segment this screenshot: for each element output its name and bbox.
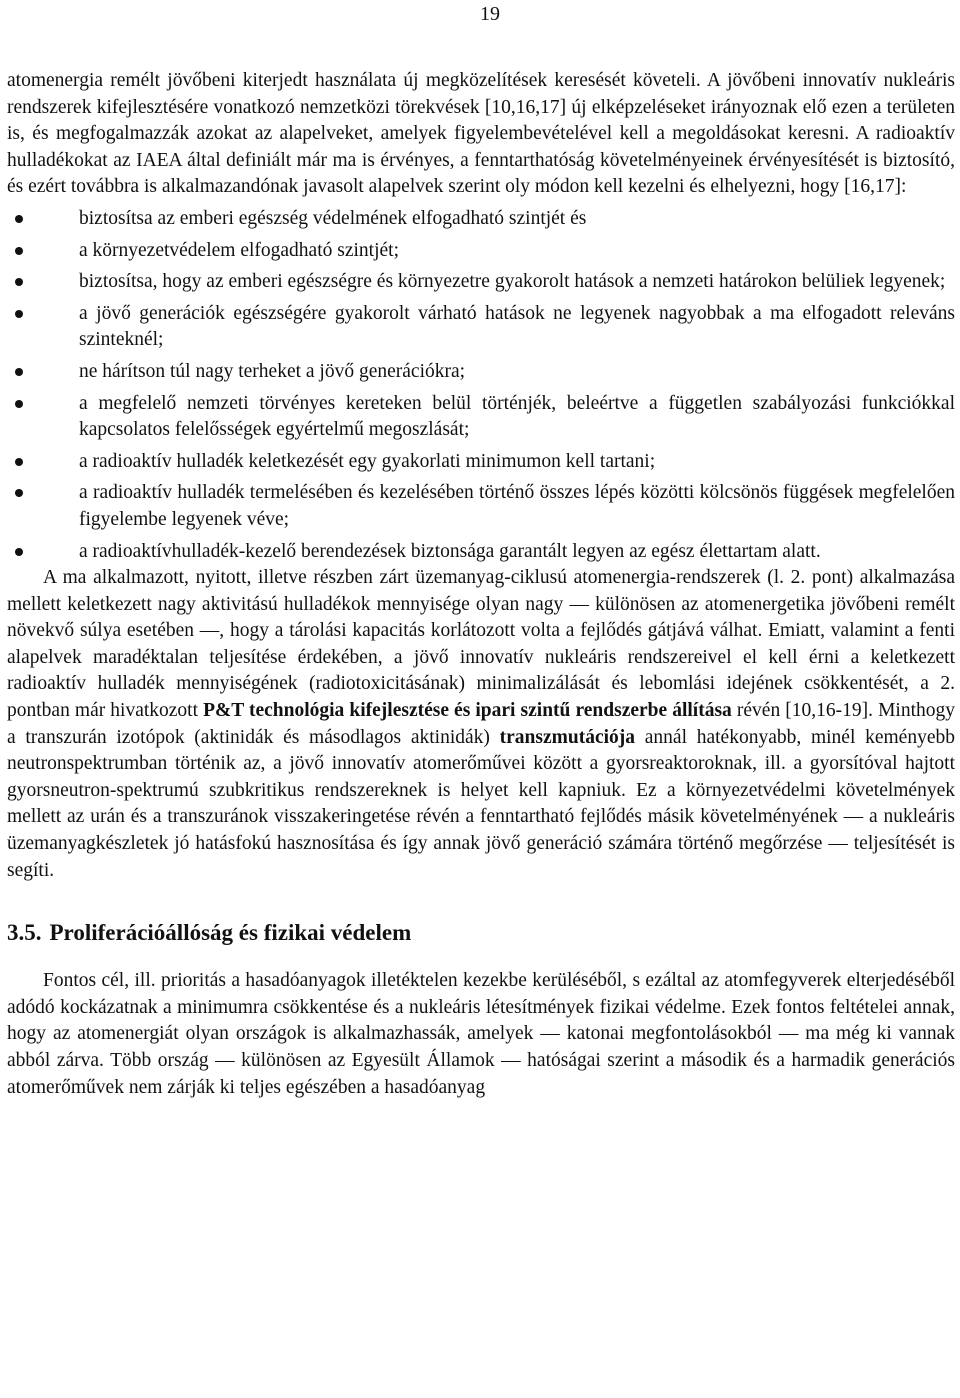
body-paragraph-proliferation: Fontos cél, ill. prioritás a hasadóanyagok illetéktelen kezekbe kerüléséből, s ezáltal az atomfegyverek elterjedéséből adódó kockázatnak a minimumra csökkentése és a nukleáris létesítmények fizikai védelme. Ezek fontos feltételei annak, hogy az atomenergiát olyan országok is alkalmazhassák, amelyek — katonai megfontolásokból — ma még ki vannak abból zárva. Több ország — különösen az Egyesült Államok — hatóságai szerint a második és a harmadik generációs atomerőművek nem zárják ki teljes egészében a hasadóanyag (7, 970, 955, 1098)
emphasis-text: P&T technológia kifejlesztése és ipari szintű rendszerbe állítása (203, 700, 732, 722)
paragraph-text: A ma alkalmazott, nyitott, illetve részben zárt üzemanyag-ciklusú atomenergia-rendszerek (l. 2. pont) alkalmazása mellett keletkezett nagy aktivitású hulladékok mennyisége olyan nagy — különösen az atomenergetika jövőbeni remélt növekvő súlya esetében —, hogy a tárolási kapacitás korlátozott volta a fejlődés gátjává válhat. Emiatt, valamint a fenti alapelvek maradéktalan teljesítése érdekében, a jövő innovatív nukleáris rendszereivel el kell érni a keletkezett radioaktív hulladék mennyiségének (radiotoxicitásának) minimalizálását és lebomlási idejének csökkentését, a 2. pontban már hivatkozott (7, 567, 955, 722)
list-item: a jövő generációk egészségére gyakorolt várható hatások ne legyenek nagyobbak a ma elfogadott releváns szinteknél; (7, 301, 955, 354)
section-title: Proliferációállóság és fizikai védelem (49, 920, 412, 946)
page-content (7, 68, 955, 1101)
list-item: ne hárítson túl nagy terheket a jövő generációkra; (7, 359, 955, 386)
list-item: a radioaktív hulladék keletkezését egy gyakorlati minimumon kell tartani; (7, 449, 955, 476)
body-paragraph-waste (7, 565, 955, 884)
list-item: a környezetvédelem elfogadható szintjét; (7, 238, 955, 265)
list-item: a radioaktívhulladék-kezelő berendezések biztonsága garantált legyen az egész élettartam alatt. (7, 539, 955, 566)
paragraph-text: révén [10,16-19]. Minthogy a transzurán izotópok (aktinidák és másodlagos aktinidák) (7, 700, 955, 748)
section-heading (7, 918, 955, 948)
principles-list (7, 206, 955, 565)
section-number: 3.5. (7, 920, 42, 946)
list-item: a radioaktív hulladék termelésében és kezelésében történő összes lépés közötti kölcsönös függések megfelelően figyelembe legyenek véve; (7, 480, 955, 533)
list-item: a megfelelő nemzeti törvényes kereteken belül történjék, beleértve a független szabályozási funkciókkal kapcsolatos felelősségek egyértelmű megoszlását; (7, 391, 955, 444)
list-item: biztosítsa, hogy az emberi egészségre és környezetre gyakorolt hatások a nemzeti határokon belüliek legyenek; (7, 269, 955, 296)
paragraph-text: annál hatékonyabb, minél keményebb neutronspektrumban történik az, a jövő innovatív atomerőművei között a gyorsreaktoroknak, ill. a gyorsítóval hajtott gyorsneutron-spektrumú szubkritikus rendszereknek is helyet kell kapniuk. Ez a környezetvédelmi követelmények mellett az urán és a transzuránok visszakeringetése révén a fenntartható fejlődés másik követelményének — a nukleáris üzemanyagkészletek jó hatásfokú hasznosítása és így annak jövő generáció számára történő megőrzése — teljesítését is segíti. (7, 726, 955, 881)
list-item: biztosítsa az emberi egészség védelmének elfogadható szintjét és (7, 206, 955, 233)
body-paragraph-intro: atomenergia remélt jövőbeni kiterjedt használata új megközelítések keresését követeli. A jövőbeni innovatív nukleáris rendszerek kifejlesztésére vonatkozó nemzetközi törekvések [10,16,17] új elképzeléseket irányoznak elő ezen a területen is, és megfogalmazzák azokat az alapelveket, amelyek figyelembevételével kell a megoldásokat keresni. A radioaktív hulladékokat az IAEA által definiált már ma is érvényes, a fenntarthatóság követelményeinek érvényesítését is biztosító, és ezért továbbra is alkalmazandónak javasolt alapelvek szerint oly módon kell kezelni és elhelyezni, hogy [16,17]: (7, 70, 955, 198)
emphasis-text: transzmutációja (499, 726, 636, 748)
page-number: 19 (480, 3, 500, 25)
